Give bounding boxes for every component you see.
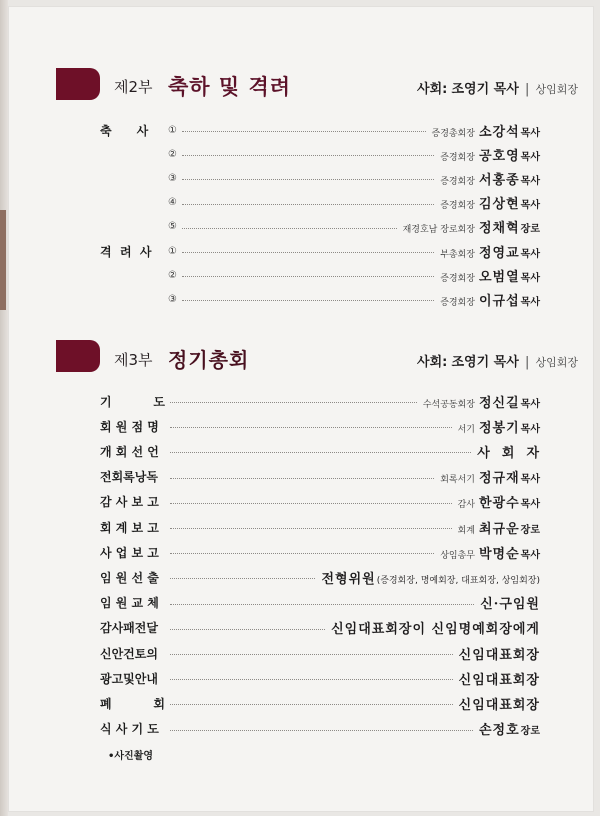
- speaker: [458, 492, 540, 511]
- item-number: ④: [168, 197, 177, 209]
- leader-dots: [182, 204, 434, 205]
- speaker-name: 서홍종: [478, 172, 520, 188]
- leader-dots: [170, 427, 452, 428]
- speaker-position: 증경회장: [440, 273, 475, 284]
- program-row: [100, 290, 540, 308]
- leader-dots: [182, 276, 434, 277]
- speaker: [440, 543, 540, 562]
- edge-mark: [0, 210, 6, 310]
- program-row: [100, 468, 540, 486]
- leader-dots: [170, 578, 315, 579]
- program-row: [100, 644, 540, 662]
- speaker-name: 손정호: [478, 723, 520, 739]
- speaker: [459, 644, 540, 663]
- speaker-name: 김상현: [478, 197, 520, 213]
- item-number: ①: [168, 124, 177, 136]
- program-row: [100, 266, 540, 284]
- leader-dots: [170, 654, 453, 655]
- speaker-name: 이규섭: [478, 293, 520, 309]
- speaker-title: 목사: [520, 474, 540, 486]
- section-tab-marker: [56, 68, 100, 100]
- speaker-position: 증경회장: [440, 176, 475, 187]
- program-item-label: 폐 회: [100, 696, 165, 711]
- section-host: [417, 78, 578, 97]
- speaker-name: 최규운: [478, 521, 520, 537]
- program-item-label: 축 사: [100, 123, 149, 138]
- host-role: 사회:: [417, 355, 448, 370]
- program-item-label: 감 사 보 고: [100, 495, 159, 510]
- speaker-position: 증경회장: [440, 297, 475, 308]
- leader-dots: [182, 252, 434, 253]
- host-separator: |: [524, 82, 530, 97]
- speaker-title: 장로: [520, 224, 540, 236]
- speaker-position: 감사: [457, 500, 475, 511]
- speaker-position: 증경회장: [440, 152, 475, 163]
- leader-dots: [170, 604, 474, 605]
- program-row: [100, 720, 540, 738]
- item-number: ②: [168, 269, 177, 281]
- speaker-name: 박명순: [478, 546, 520, 562]
- host-name: 조영기 목사: [451, 82, 519, 97]
- speaker-title: 목사: [520, 200, 540, 212]
- program-row: [100, 145, 540, 163]
- speaker: [440, 266, 540, 285]
- section-title: 축하 및 격려: [168, 74, 292, 99]
- speaker-name: 신임대표회장이 신임명예회장에게: [331, 622, 540, 638]
- speaker: [458, 417, 540, 436]
- leader-dots: [182, 131, 426, 132]
- speaker-title: 목사: [520, 175, 540, 187]
- program-item-label: 식 사 기 도: [100, 722, 159, 737]
- speaker-title: 목사: [520, 499, 540, 511]
- section-tab-marker: [56, 340, 100, 372]
- program-row: [100, 694, 540, 712]
- program-row: [100, 518, 540, 536]
- section-part-label: 제3부: [114, 351, 153, 369]
- speaker-title: 목사: [520, 423, 540, 435]
- program-row: [100, 392, 540, 410]
- host-role: 사회:: [417, 82, 448, 97]
- speaker-title: 장로: [520, 524, 540, 536]
- program-row: [100, 594, 540, 612]
- speaker: [440, 193, 540, 212]
- program-row: [100, 242, 540, 260]
- program-item-label: 전회록낭독: [100, 470, 158, 485]
- leader-dots: [182, 300, 434, 301]
- item-number: ③: [168, 172, 177, 184]
- speaker-name: 정채혁: [478, 221, 520, 237]
- item-number: ②: [168, 148, 177, 160]
- speaker-name: 공호영: [478, 148, 520, 164]
- program-row: [100, 218, 540, 236]
- program-item-label: 회 원 점 명: [100, 419, 159, 434]
- leader-dots: [170, 730, 473, 731]
- speaker-position: 증경총회장: [431, 128, 475, 139]
- speaker-position: 부총회장: [440, 249, 475, 260]
- leader-dots: [170, 528, 452, 529]
- speaker-position: 수석공동회장: [422, 399, 475, 410]
- speaker: [423, 392, 540, 411]
- speaker: [331, 618, 540, 637]
- speaker-title: 목사: [520, 296, 540, 308]
- page-edge: [0, 0, 8, 816]
- speaker: [459, 694, 540, 713]
- section-title: 정기총회: [168, 348, 250, 372]
- speaker-position: 회록서기: [440, 475, 475, 486]
- host-title: 상임회장: [535, 356, 578, 369]
- speaker-title: 장로: [520, 726, 540, 738]
- speaker-title: 목사: [520, 272, 540, 284]
- speaker-name: 신임대표회장: [458, 672, 540, 688]
- program-row: [100, 568, 540, 586]
- program-item-label: 회 계 보 고: [100, 520, 159, 535]
- speaker: [459, 669, 540, 688]
- photo-note: •사진촬영: [108, 751, 154, 762]
- leader-dots: [170, 679, 453, 680]
- speaker: [440, 467, 540, 486]
- speaker-position: 회계: [457, 525, 475, 536]
- leader-dots: [182, 179, 434, 180]
- program-item-label: 격 려 사: [100, 244, 152, 259]
- program-row: [100, 169, 540, 187]
- speaker-name: 오범열: [478, 269, 520, 285]
- speaker-name: 정영교: [478, 245, 520, 261]
- program-item-label: 임 원 선 출: [100, 570, 159, 585]
- program-page: [8, 6, 594, 812]
- program-item-label: 임 원 교 체: [100, 596, 159, 611]
- leader-dots: [170, 629, 325, 630]
- program-row: [100, 121, 540, 139]
- speaker-position: 증경회장: [440, 201, 475, 212]
- speaker-name: 신임대표회장: [458, 647, 540, 663]
- leader-dots: [170, 402, 417, 403]
- speaker-name: 전형위원: [321, 571, 376, 587]
- program-row: [100, 543, 540, 561]
- program-item-label: 신안건토의: [100, 646, 158, 661]
- speaker-name: 한광수: [478, 496, 520, 512]
- section-host: [417, 351, 578, 370]
- speaker: [432, 121, 541, 140]
- host-title: 상임회장: [535, 83, 578, 96]
- program-row: [100, 442, 540, 460]
- speaker-name: 신임대표회장: [458, 697, 540, 713]
- speaker-position: 상임총무: [440, 550, 475, 561]
- program-item-label: 기 도: [100, 394, 165, 409]
- item-number: ①: [168, 245, 177, 257]
- leader-dots: [170, 503, 452, 504]
- speaker: [477, 442, 540, 461]
- host-name: 조영기 목사: [451, 355, 519, 370]
- speaker-name: 신·구임원: [480, 597, 540, 613]
- speaker-title: 목사: [520, 127, 540, 139]
- speaker-title: 목사: [520, 549, 540, 561]
- speaker: [440, 169, 540, 188]
- section-header-part3: [56, 340, 586, 380]
- speaker: [480, 593, 540, 612]
- speaker-name: 사 회 자: [477, 445, 540, 461]
- speaker: [440, 242, 540, 261]
- program-item-label: 사 업 보 고: [100, 545, 159, 560]
- speaker: [440, 290, 540, 309]
- speaker: [321, 568, 540, 587]
- leader-dots: [170, 478, 434, 479]
- speaker-position: 서기: [457, 424, 475, 435]
- program-item-label: 감사패전달: [100, 621, 158, 636]
- section-part-label: 제2부: [114, 78, 153, 96]
- speaker-name: 정신길: [478, 395, 520, 411]
- section-header-part2: [56, 68, 586, 108]
- speaker-name: 정봉기: [478, 420, 520, 436]
- leader-dots: [182, 228, 397, 229]
- program-row: [100, 619, 540, 637]
- speaker: [479, 719, 540, 738]
- speaker-name: 정규재: [478, 471, 520, 487]
- item-number: ③: [168, 293, 177, 305]
- speaker-title: 목사: [520, 248, 540, 260]
- speaker-title: (증경회장, 명예회장, 대표회장, 상임회장): [376, 575, 540, 586]
- leader-dots: [182, 155, 434, 156]
- speaker: [403, 217, 540, 236]
- leader-dots: [170, 452, 471, 453]
- leader-dots: [170, 704, 453, 705]
- program-item-label: 광고및안내: [100, 671, 158, 686]
- speaker: [440, 145, 540, 164]
- speaker-name: 소강석: [478, 124, 520, 140]
- speaker-title: 목사: [520, 151, 540, 163]
- program-row: [100, 417, 540, 435]
- program-row: [100, 493, 540, 511]
- program-item-label: 개 회 선 언: [100, 444, 159, 459]
- program-row: [100, 194, 540, 212]
- speaker: [458, 518, 540, 537]
- speaker-position: 재경호남 장로회장: [402, 225, 475, 236]
- item-number: ⑤: [168, 221, 177, 233]
- leader-dots: [170, 553, 434, 554]
- program-row: [100, 669, 540, 687]
- host-separator: |: [524, 355, 530, 370]
- speaker-title: 목사: [520, 398, 540, 410]
